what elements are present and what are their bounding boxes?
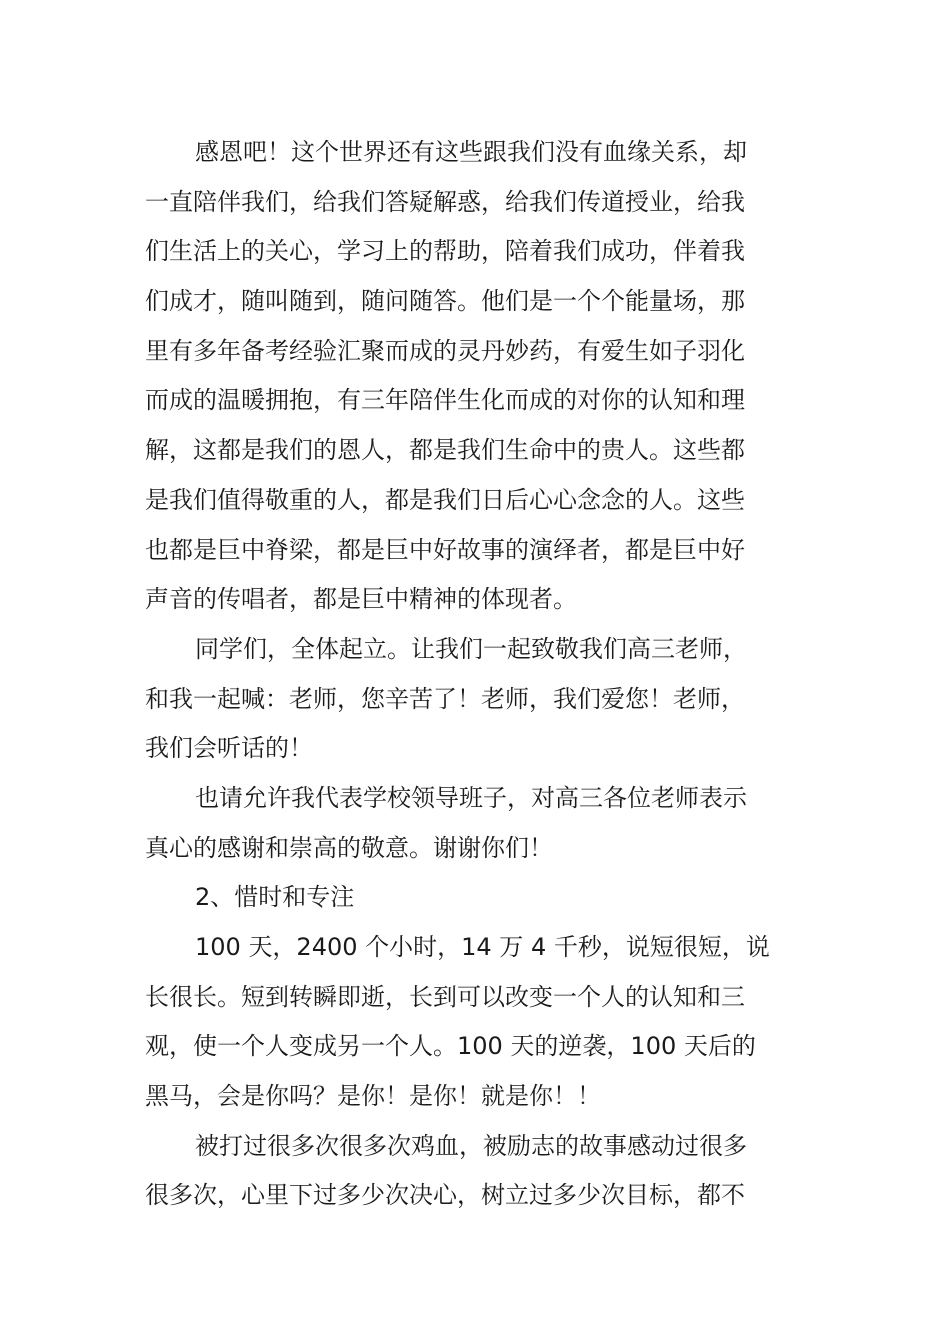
text-line: 也都是巨中脊梁，都是巨中好故事的演绎者，都是巨中好 xyxy=(145,535,745,564)
text-line: 们成才，随叫随到，随问随答。他们是一个个能量场，那 xyxy=(145,287,745,316)
text-line: 声音的传唱者，都是巨中精神的体现者。 xyxy=(145,585,577,614)
text-line: 们生活上的关心，学习上的帮助，陪着我们成功，伴着我 xyxy=(145,237,745,266)
paragraph-first-line: 100 天，2400 个小时，14 万 4 千秒，说短很短，说 xyxy=(195,933,770,961)
text-line: 而成的温暖拥抱，有三年陪伴生化而成的对你的认知和理 xyxy=(145,386,745,415)
text-line: 和我一起喊：老师，您辛苦了！老师，我们爱您！老师， xyxy=(145,684,745,713)
text-line: 是我们值得敬重的人，都是我们日后心心念念的人。这些 xyxy=(145,485,745,514)
text-line: 观，使一个人变成另一个人。100 天的逆袭，100 天后的 xyxy=(145,1032,756,1061)
text-line: 很多次，心里下过多少次决心，树立过多少次目标，都不 xyxy=(145,1181,745,1210)
paragraph-first-line: 也请允许我代表学校领导班子，对高三各位老师表示 xyxy=(195,783,747,812)
text-line: 黑马，会是你吗？是你！是你！就是你！！ xyxy=(145,1082,601,1111)
text-line: 真心的感谢和崇高的敬意。谢谢你们！ xyxy=(145,833,553,862)
text-line: 解，这都是我们的恩人，都是我们生命中的贵人。这些都 xyxy=(145,436,745,465)
paragraph-first-line: 被打过很多次很多次鸡血，被励志的故事感动过很多 xyxy=(195,1131,747,1160)
paragraph-first-line: 感恩吧！这个世界还有这些跟我们没有血缘关系，却 xyxy=(195,138,747,166)
paragraph-first-line: 2、惜时和专注 xyxy=(195,883,355,912)
text-line: 长很长。短到转瞬即逝，长到可以改变一个人的认知和三 xyxy=(145,982,745,1011)
body-text xyxy=(145,128,795,1221)
text-line: 我们会听话的！ xyxy=(145,734,313,763)
text-line: 里有多年备考经验汇聚而成的灵丹妙药，有爱生如子羽化 xyxy=(145,336,745,365)
text-line: 一直陪伴我们，给我们答疑解惑，给我们传道授业，给我 xyxy=(145,187,745,216)
paragraph-first-line: 同学们，全体起立。让我们一起致敬我们高三老师， xyxy=(195,634,747,663)
